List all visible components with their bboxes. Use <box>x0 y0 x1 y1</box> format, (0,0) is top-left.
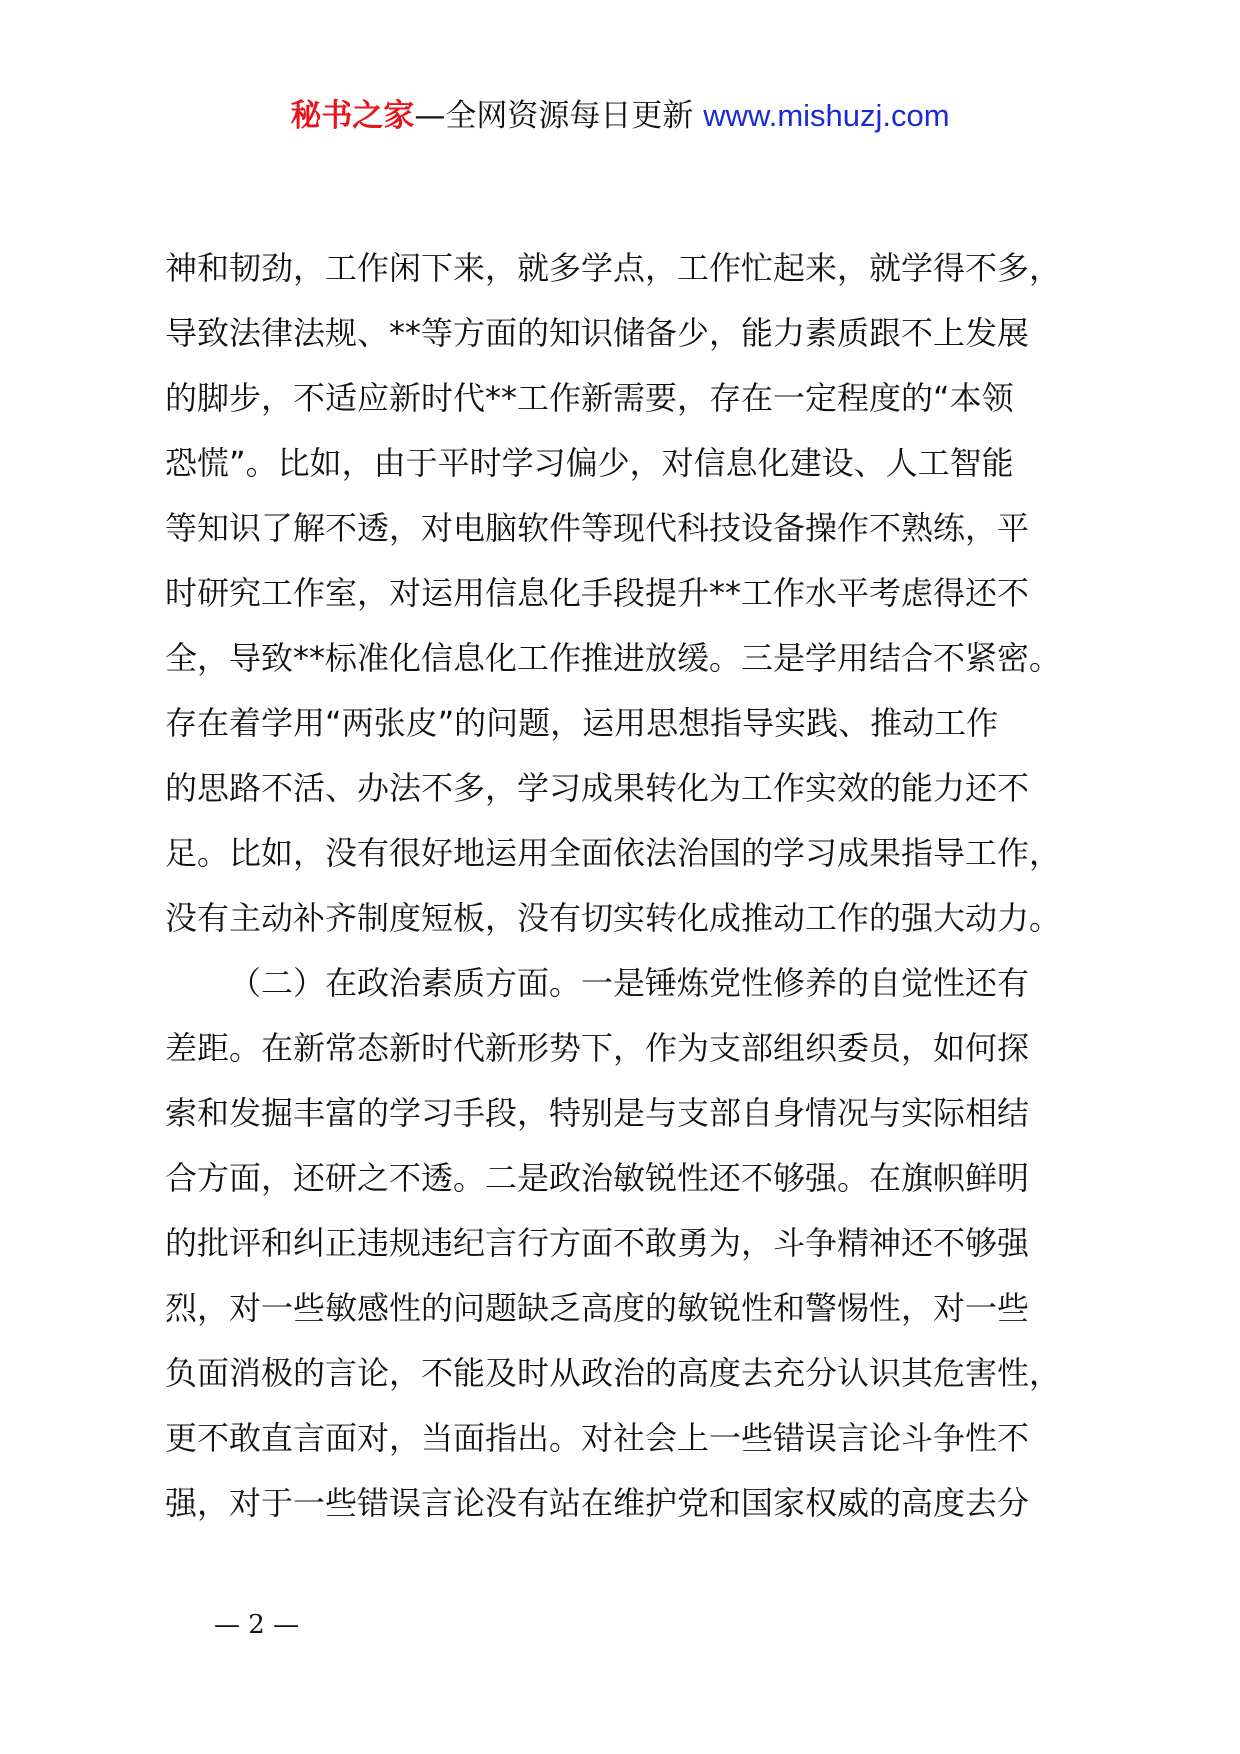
site-url-link[interactable]: www.mishuzj.com <box>703 98 950 133</box>
banner-tagline: —全网资源每日更新 <box>414 98 694 134</box>
text-line: 强，对于一些错误言论没有站在维护党和国家权威的高度去分 <box>165 1484 1030 1522</box>
text-line: 负面消极的言论，不能及时从政治的高度去充分认识其危害性， <box>165 1354 1062 1392</box>
site-banner <box>0 96 1240 136</box>
text-line: 合方面，还研之不透。二是政治敏锐性还不够强。在旗帜鲜明 <box>165 1159 1030 1197</box>
text-line: 全，导致**标准化信息化工作推进放缓。三是学用结合不紧密。 <box>165 639 1062 677</box>
document-body <box>165 236 1125 1536</box>
text-line: 烈，对一些敏感性的问题缺乏高度的敏锐性和警惕性，对一些 <box>165 1289 1030 1327</box>
text-line: 的脚步，不适应新时代**工作新需要，存在一定程度的“本领 <box>165 379 1014 417</box>
text-line: 存在着学用“两张皮”的问题，运用思想指导实践、推动工作 <box>165 704 999 742</box>
brand-name: 秘书之家 <box>290 98 415 134</box>
text-line: 索和发掘丰富的学习手段，特别是与支部自身情况与实际相结 <box>165 1094 1030 1132</box>
text-line: 导致法律法规、**等方面的知识储备少，能力素质跟不上发展 <box>165 314 1030 352</box>
text-line: 恐慌”。比如，由于平时学习偏少，对信息化建设、人工智能 <box>165 444 1014 482</box>
text-line: 等知识了解不透，对电脑软件等现代科技设备操作不熟练，平 <box>165 509 1030 547</box>
text-line: 足。比如，没有很好地运用全面依法治国的学习成果指导工作， <box>165 834 1062 872</box>
text-line: 差距。在新常态新时代新形势下，作为支部组织委员，如何探 <box>165 1029 1030 1067</box>
text-line: 时研究工作室，对运用信息化手段提升**工作水平考虑得还不 <box>165 574 1030 612</box>
section-heading-line: （二）在政治素质方面。一是锤炼党性修养的自觉性还有 <box>229 964 1030 1002</box>
text-line: 没有主动补齐制度短板，没有切实转化成推动工作的强大动力。 <box>165 899 1062 937</box>
page-number: — 2 — <box>214 1610 300 1640</box>
text-line: 更不敢直言面对，当面指出。对社会上一些错误言论斗争性不 <box>165 1419 1030 1457</box>
text-line: 的思路不活、办法不多，学习成果转化为工作实效的能力还不 <box>165 769 1030 807</box>
text-line: 的批评和纠正违规违纪言行方面不敢勇为，斗争精神还不够强 <box>165 1224 1030 1262</box>
text-line: 神和韧劲，工作闲下来，就多学点，工作忙起来，就学得不多， <box>165 249 1062 287</box>
